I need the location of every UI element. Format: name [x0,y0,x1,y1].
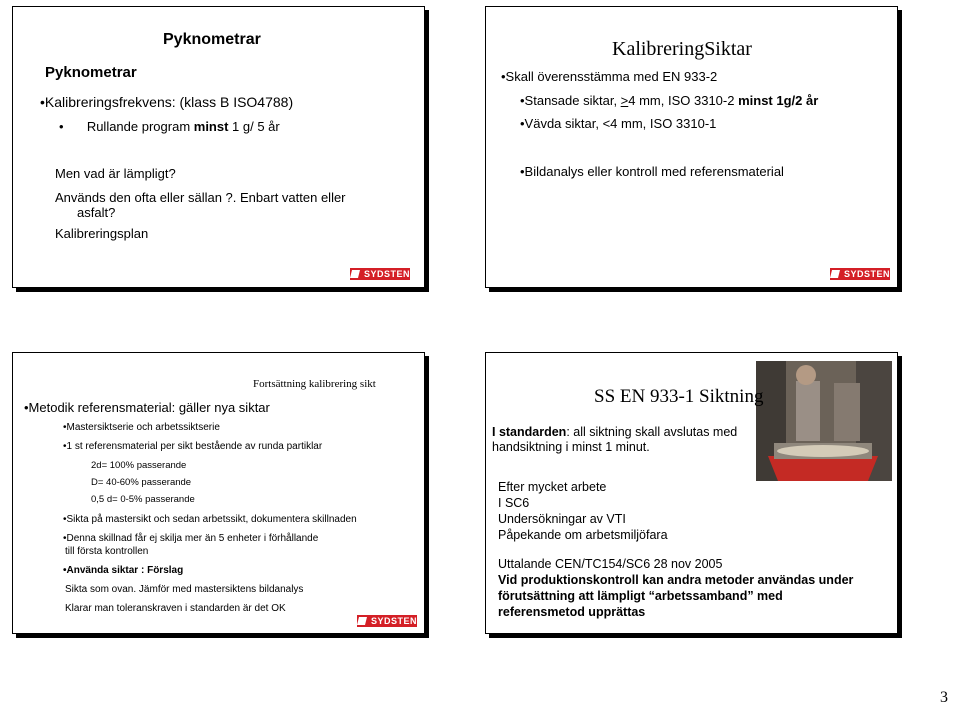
difference-line-a: •Denna skillnad får ej skilja mer än 5 enheter i förhållande [63,533,319,544]
punched-mid: 4 mm, ISO 3310-2 [628,93,739,108]
rolling-end: 1 g/ 5 år [228,119,280,134]
slide-kalibrering-siktar [485,6,898,288]
standard-paragraph-line1 [492,425,737,439]
production-control-line1: Vid produktionskontroll kan andra metoder användas under [498,573,854,587]
frequency-line: •Kalibreringsfrekvens: (klass B ISO4788) [40,94,294,110]
sc6-line: I SC6 [498,496,530,510]
punched-symbol: > [620,93,629,108]
rolling-text: Rullande program [86,119,194,134]
punched-sieves-line [520,93,818,108]
subtitle: Pyknometrar [45,64,137,81]
master-series-line: •Mastersiktserie och arbetssiktserie [63,422,220,433]
rolling-bold: minst [193,119,229,134]
after-work-line: Efter mycket arbete [498,480,607,494]
hand-sieving-photo [756,361,892,481]
logo-text: SYDSTEN [371,616,418,626]
rolling-program-line [59,119,280,134]
slide-ss-en-933-1 [485,352,898,634]
standard-paragraph-line2: handsiktning i minst 1 minut. [492,440,650,454]
usage-line-b: asfalt? [77,205,116,220]
slide-pyknometrar [12,6,425,288]
page-number: 3 [940,689,948,706]
difference-line-b: till första kontrollen [65,546,149,557]
logo-text: SYDSTEN [364,269,411,279]
punched-text: •Stansade siktar, [520,93,621,108]
sydsten-logo [830,268,890,280]
used-sieves-line: •Använda siktar : Förslag [63,565,184,576]
passing-half-d: 0,5 d= 0-5% passerande [91,494,195,505]
method-line: •Metodik referensmaterial: gäller nya siktar [24,400,270,415]
cen-statement-line: Uttalande CEN/TC154/SC6 28 nov 2005 [498,557,723,571]
usage-line-a: Används den ofta eller sällan ?. Enbart vatten eller [55,190,346,205]
production-control-line2: förutsättning att lämpligt “arbetssamband” med [498,589,783,603]
image-analysis-line: •Bildanalys eller kontroll med referensmaterial [520,164,784,179]
bullet: • [59,119,64,134]
calibration-plan: Kalibreringsplan [55,226,149,241]
passing-d: D= 40-60% passerande [91,477,192,488]
vti-line: Undersökningar av VTI [498,512,626,526]
punched-bold: minst 1g/2 år [738,93,819,108]
slide-title: Pyknometrar [163,31,261,48]
production-control-line3: referensmetod upprättas [498,605,646,619]
slide-title: KalibreringSiktar [612,38,752,60]
sydsten-logo [350,268,410,280]
standard-bold: I standarden [492,425,567,439]
tolerance-line: Klarar man toleranskraven i standarden är det OK [65,603,286,614]
sieve-procedure-line: •Sikta på mastersikt och sedan arbetssikt, dokumentera skillnaden [63,514,357,525]
standard-line: •Skall överensstämma med EN 933-2 [501,69,718,84]
slide-fortsattning [12,352,425,634]
slide-title: SS EN 933-1 Siktning [594,386,764,407]
slide-header: Fortsättning kalibrering sikt [253,378,376,390]
passing-2d: 2d= 100% passerande [91,460,187,471]
question-line: Men vad är lämpligt? [55,166,176,181]
reference-material-line: •1 st referensmaterial per sikt bestående av runda partiklar [63,441,323,452]
standard-rest: : all siktning skall avslutas med [566,425,738,439]
compare-line: Sikta som ovan. Jämför med mastersiktens bildanalys [65,584,304,595]
woven-sieves-line: •Vävda siktar, <4 mm, ISO 3310-1 [520,116,717,131]
work-environment-line: Påpekande om arbetsmiljöfara [498,528,668,542]
sydsten-logo [357,615,417,627]
logo-text: SYDSTEN [844,269,891,279]
